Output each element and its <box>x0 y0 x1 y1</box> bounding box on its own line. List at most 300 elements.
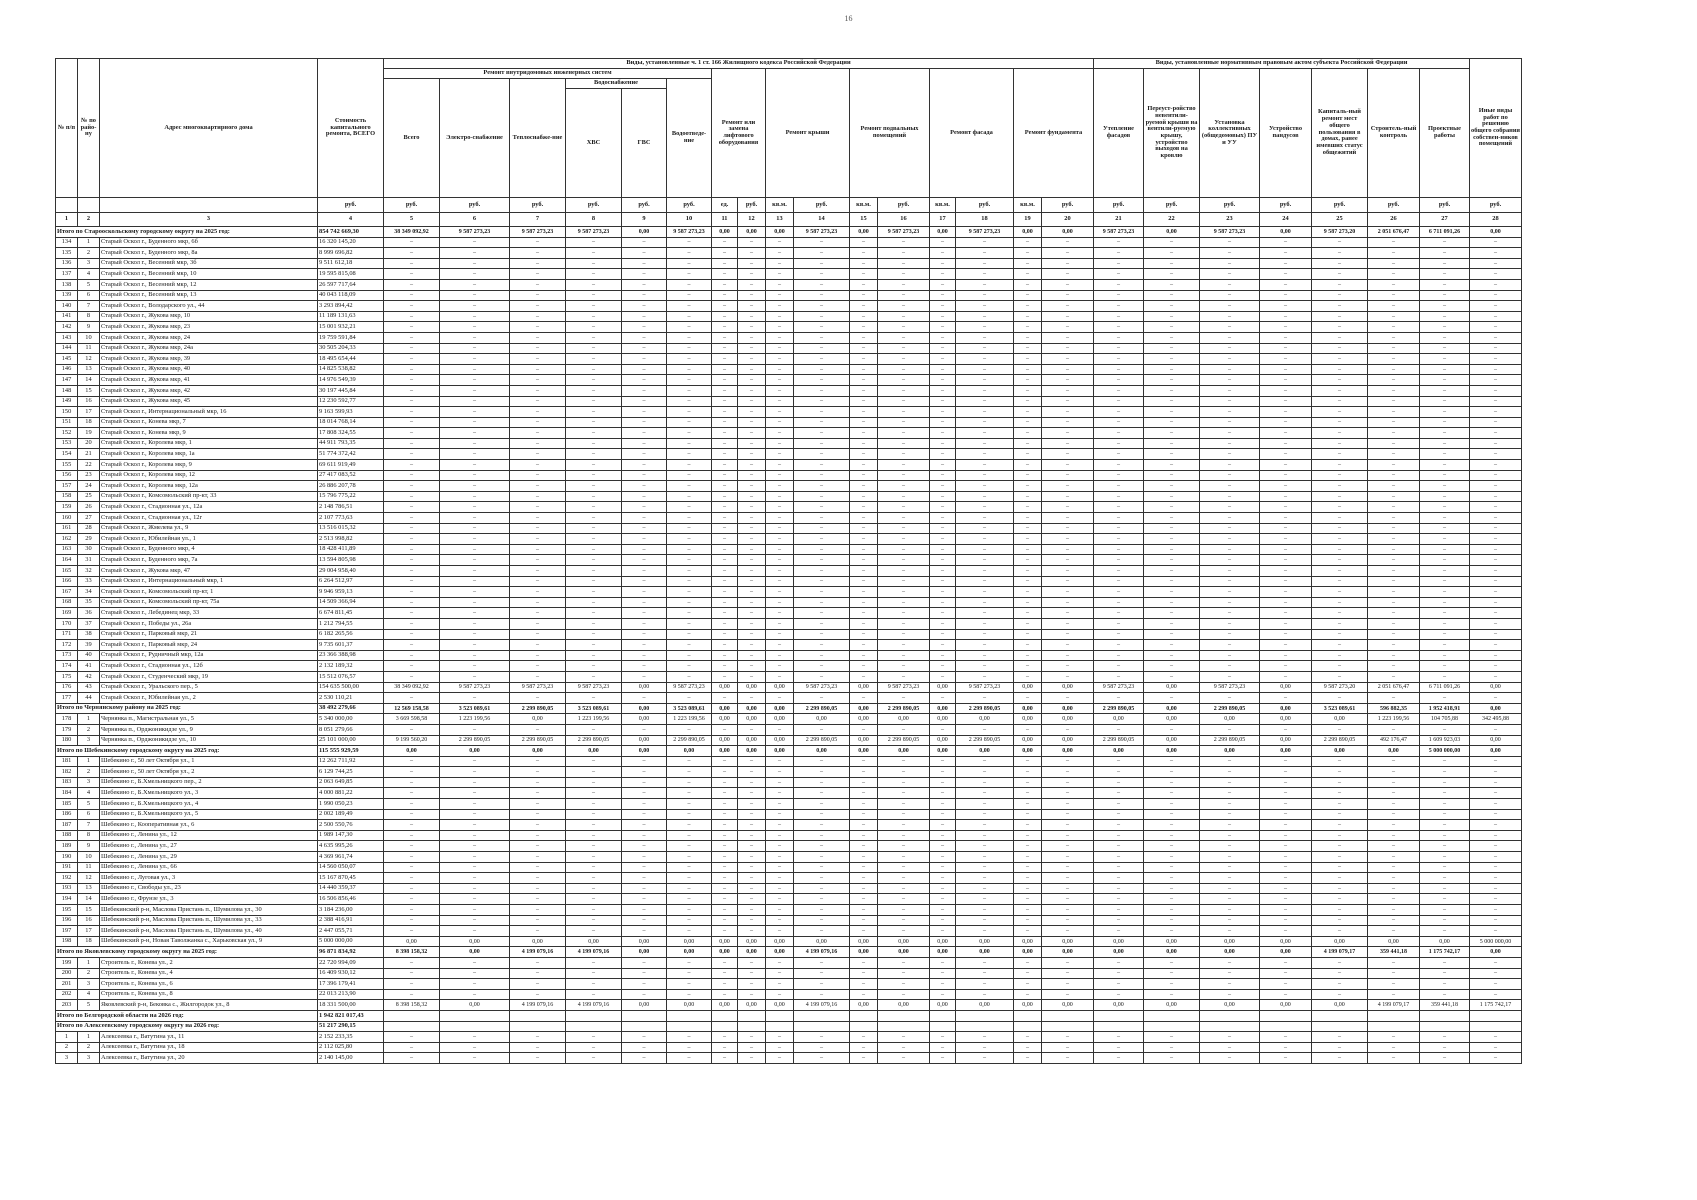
row-dash: – <box>878 979 930 990</box>
row-dash: – <box>1014 841 1042 852</box>
row-dash: – <box>712 417 738 428</box>
row-dash: – <box>1042 544 1094 555</box>
row-cost: 2 107 773,63 <box>318 513 384 524</box>
row-dash: – <box>738 1032 766 1043</box>
row-dash: – <box>712 470 738 481</box>
row-cost: 30 505 204,33 <box>318 343 384 354</box>
row-dash: – <box>1420 269 1470 280</box>
row-dash: – <box>878 322 930 333</box>
row-number: 147 <box>56 375 78 386</box>
row-dash: – <box>440 513 510 524</box>
table-header <box>56 59 1522 227</box>
row-dash: – <box>956 693 1014 704</box>
row-value: 0,00 <box>712 735 738 746</box>
row-dash: – <box>1144 979 1200 990</box>
row-address: Старый Оскол г., Жукова мкр, 41 <box>100 375 318 386</box>
row-dash: – <box>850 534 878 545</box>
row-dash: – <box>1368 375 1420 386</box>
row-dash: – <box>712 799 738 810</box>
row-value: 0,00 <box>766 714 794 725</box>
row-dash: – <box>712 576 738 587</box>
unit-cell: руб. <box>667 198 712 213</box>
row-dash: – <box>667 566 712 577</box>
total-cell: 0,00 <box>384 746 440 757</box>
row-dash: – <box>850 332 878 343</box>
row-dash: – <box>878 417 930 428</box>
total-cell: 115 555 929,59 <box>318 746 384 757</box>
row-dash: – <box>1014 979 1042 990</box>
row-dash: – <box>956 279 1014 290</box>
table-row <box>56 799 1522 810</box>
row-dash: – <box>1094 513 1144 524</box>
row-dash: – <box>1094 597 1144 608</box>
row-dash: – <box>384 756 440 767</box>
row-dash: – <box>622 576 667 587</box>
row-dash: – <box>794 269 850 280</box>
row-address: Старый Оскол г., Комсомольский пр-кт, 1 <box>100 587 318 598</box>
row-dash: – <box>1144 883 1200 894</box>
row-dash: – <box>1470 417 1522 428</box>
row-number: 200 <box>56 968 78 979</box>
row-dash: – <box>878 777 930 788</box>
row-dash: – <box>1200 862 1260 873</box>
row-dash: – <box>1420 566 1470 577</box>
row-dash: – <box>1260 248 1312 259</box>
row-dash: – <box>956 555 1014 566</box>
row-dash: – <box>1420 883 1470 894</box>
row-value: 9 587 273,23 <box>1200 682 1260 693</box>
row-dash: – <box>622 491 667 502</box>
row-address: Алексеевка г., Ватутина ул., 20 <box>100 1053 318 1064</box>
row-dash: – <box>712 883 738 894</box>
row-dash: – <box>794 237 850 248</box>
row-address: Старый Оскол г., Комсомольский пр-кт, 33 <box>100 491 318 502</box>
row-dash: – <box>1312 608 1368 619</box>
row-number: 171 <box>56 629 78 640</box>
row-dash: – <box>667 290 712 301</box>
row-value: 2 299 890,05 <box>1200 735 1260 746</box>
row-dash: – <box>622 566 667 577</box>
row-dash: – <box>1368 809 1420 820</box>
total-cell: 0,00 <box>766 947 794 958</box>
total-cell: 0,00 <box>712 703 738 714</box>
row-dash: – <box>510 650 566 661</box>
column-number: 8 <box>566 213 622 227</box>
total-cell <box>1368 1021 1420 1032</box>
row-dash: – <box>794 470 850 481</box>
row-dash: – <box>1144 608 1200 619</box>
row-dash: – <box>566 417 622 428</box>
row-dash: – <box>384 555 440 566</box>
row-dash: – <box>1144 417 1200 428</box>
total-cell <box>738 1010 766 1021</box>
row-dash: – <box>1014 767 1042 778</box>
row-dash: – <box>1368 523 1420 534</box>
row-dash: – <box>712 438 738 449</box>
row-dash: – <box>1094 343 1144 354</box>
row-dash: – <box>956 513 1014 524</box>
row-dash: – <box>1420 873 1470 884</box>
row-dash: – <box>1144 311 1200 322</box>
row-dash: – <box>667 375 712 386</box>
row-dash: – <box>1014 502 1042 513</box>
row-dash: – <box>1042 883 1094 894</box>
row-dash: – <box>622 989 667 1000</box>
unit-cell: кв.м. <box>766 198 794 213</box>
units-row <box>56 198 1522 213</box>
row-cost: 2 063 649,85 <box>318 777 384 788</box>
row-dash: – <box>1312 809 1368 820</box>
row-dash: – <box>1368 756 1420 767</box>
total-cell <box>738 1021 766 1032</box>
row-number: 166 <box>56 576 78 587</box>
row-dash: – <box>1470 671 1522 682</box>
total-cell: 0,00 <box>1014 227 1042 238</box>
row-dash: – <box>1470 428 1522 439</box>
row-dash: – <box>384 693 440 704</box>
row-dash: – <box>384 322 440 333</box>
row-dash: – <box>667 979 712 990</box>
row-dash: – <box>1200 396 1260 407</box>
row-dash: – <box>1420 767 1470 778</box>
row-dash: – <box>384 809 440 820</box>
row-dash: – <box>510 555 566 566</box>
row-dash: – <box>930 364 956 375</box>
row-dash: – <box>878 301 930 312</box>
row-dash: – <box>1470 883 1522 894</box>
row-dash: – <box>1368 926 1420 937</box>
total-cell <box>1200 1010 1260 1021</box>
total-cell: 3 523 089,61 <box>566 703 622 714</box>
row-dash: – <box>1470 830 1522 841</box>
row-dash: – <box>667 502 712 513</box>
row-address: Шебекино г., 50 лет Октября ул., 2 <box>100 767 318 778</box>
row-dash: – <box>930 269 956 280</box>
table-row <box>56 470 1522 481</box>
table-body <box>56 227 1522 1064</box>
header-no: № п/п <box>56 59 78 198</box>
row-dash: – <box>1368 269 1420 280</box>
row-dash: – <box>566 407 622 418</box>
row-dash: – <box>1368 1053 1420 1064</box>
row-dash: – <box>1042 905 1094 916</box>
row-dash: – <box>1368 618 1420 629</box>
row-dash: – <box>566 396 622 407</box>
row-dash: – <box>712 587 738 598</box>
row-district-number: 2 <box>78 248 100 259</box>
row-number: 187 <box>56 820 78 831</box>
table-row <box>56 989 1522 1000</box>
row-dash: – <box>1260 491 1312 502</box>
row-dash: – <box>667 852 712 863</box>
row-dash: – <box>1470 269 1522 280</box>
header-ramps: Устройство пандусов <box>1260 69 1312 198</box>
row-number: 186 <box>56 809 78 820</box>
header-facade: Ремонт фасада <box>930 69 1014 198</box>
row-dash: – <box>712 1053 738 1064</box>
row-dash: – <box>1042 587 1094 598</box>
table-row <box>56 279 1522 290</box>
row-dash: – <box>930 513 956 524</box>
row-dash: – <box>1312 385 1368 396</box>
table-row <box>56 460 1522 471</box>
row-dash: – <box>1094 438 1144 449</box>
row-dash: – <box>510 470 566 481</box>
total-cell: 4 199 079,16 <box>510 947 566 958</box>
row-dash: – <box>566 311 622 322</box>
row-dash: – <box>850 608 878 619</box>
table-row <box>56 322 1522 333</box>
row-dash: – <box>1200 364 1260 375</box>
row-dash: – <box>794 799 850 810</box>
row-dash: – <box>878 385 930 396</box>
row-value: 0,00 <box>1094 936 1144 947</box>
row-district-number: 14 <box>78 894 100 905</box>
row-dash: – <box>384 830 440 841</box>
row-district-number: 3 <box>78 1053 100 1064</box>
row-dash: – <box>622 777 667 788</box>
row-dash: – <box>440 481 510 492</box>
row-cost: 22 013 213,90 <box>318 989 384 1000</box>
row-dash: – <box>667 905 712 916</box>
row-dash: – <box>738 491 766 502</box>
row-value: 0,00 <box>1144 1000 1200 1011</box>
row-dash: – <box>1470 258 1522 269</box>
row-dash: – <box>956 311 1014 322</box>
row-value: 0,00 <box>738 936 766 947</box>
row-dash: – <box>850 438 878 449</box>
row-dash: – <box>1420 460 1470 471</box>
row-dash: – <box>794 290 850 301</box>
row-dash: – <box>1312 279 1368 290</box>
row-dash: – <box>766 491 794 502</box>
row-dash: – <box>1260 438 1312 449</box>
row-dash: – <box>956 544 1014 555</box>
row-dash: – <box>766 894 794 905</box>
unit-cell: руб. <box>878 198 930 213</box>
row-dash: – <box>850 407 878 418</box>
total-cell <box>1042 1021 1094 1032</box>
row-dash: – <box>1042 820 1094 831</box>
row-dash: – <box>510 566 566 577</box>
row-dash: – <box>712 343 738 354</box>
row-dash: – <box>384 407 440 418</box>
row-dash: – <box>956 788 1014 799</box>
row-dash: – <box>622 650 667 661</box>
total-cell <box>794 1021 850 1032</box>
row-dash: – <box>1014 301 1042 312</box>
row-dash: – <box>1420 523 1470 534</box>
row-dash: – <box>794 460 850 471</box>
row-dash: – <box>738 332 766 343</box>
row-dash: – <box>794 258 850 269</box>
row-dash: – <box>622 523 667 534</box>
row-dash: – <box>1042 1053 1094 1064</box>
row-number: 201 <box>56 979 78 990</box>
row-dash: – <box>878 544 930 555</box>
row-dash: – <box>510 438 566 449</box>
row-value: 0,00 <box>1144 936 1200 947</box>
row-dash: – <box>1368 301 1420 312</box>
row-dash: – <box>956 671 1014 682</box>
row-district-number: 12 <box>78 873 100 884</box>
row-dash: – <box>930 301 956 312</box>
row-dash: – <box>384 957 440 968</box>
row-dash: – <box>766 756 794 767</box>
total-cell <box>794 1010 850 1021</box>
row-dash: – <box>1260 693 1312 704</box>
row-dash: – <box>667 873 712 884</box>
row-dash: – <box>510 322 566 333</box>
unit-cell: руб. <box>1312 198 1368 213</box>
row-dash: – <box>1312 428 1368 439</box>
total-cell: 5 000 000,00 <box>1420 746 1470 757</box>
row-dash: – <box>384 248 440 259</box>
row-dash: – <box>1420 1042 1470 1053</box>
row-dash: – <box>1368 979 1420 990</box>
row-dash: – <box>1420 248 1470 259</box>
row-dash: – <box>1094 428 1144 439</box>
row-dash: – <box>384 385 440 396</box>
table-row <box>56 438 1522 449</box>
row-dash: – <box>510 343 566 354</box>
row-number: 2 <box>56 1042 78 1053</box>
row-dash: – <box>1144 460 1200 471</box>
row-dash: – <box>738 650 766 661</box>
row-dash: – <box>712 841 738 852</box>
row-dash: – <box>667 608 712 619</box>
row-dash: – <box>1014 756 1042 767</box>
column-number: 9 <box>622 213 667 227</box>
row-dash: – <box>1042 290 1094 301</box>
row-dash: – <box>956 852 1014 863</box>
row-dash: – <box>1470 237 1522 248</box>
row-dash: – <box>1312 491 1368 502</box>
row-address: Старый Оскол г., Интернациональный мкр, 16 <box>100 407 318 418</box>
row-dash: – <box>1094 608 1144 619</box>
row-dash: – <box>1042 618 1094 629</box>
row-dash: – <box>766 809 794 820</box>
row-dash: – <box>1042 777 1094 788</box>
row-dash: – <box>1312 894 1368 905</box>
header-heat: Теплоснабже-ние <box>510 79 566 198</box>
row-dash: – <box>766 438 794 449</box>
row-dash: – <box>1200 957 1260 968</box>
row-number: 173 <box>56 650 78 661</box>
total-cell <box>1260 1010 1312 1021</box>
total-cell <box>766 1021 794 1032</box>
row-address: Старый Оскол г., Буденного мкр, 7а <box>100 555 318 566</box>
row-cost: 15 512 076,57 <box>318 671 384 682</box>
row-cost: 154 635 500,00 <box>318 682 384 693</box>
row-dash: – <box>738 1042 766 1053</box>
row-dash: – <box>1420 428 1470 439</box>
row-dash: – <box>878 968 930 979</box>
row-dash: – <box>1200 640 1260 651</box>
row-value: 0,00 <box>1312 936 1368 947</box>
table-row <box>56 629 1522 640</box>
row-dash: – <box>878 502 930 513</box>
row-dash: – <box>1144 237 1200 248</box>
row-dash: – <box>1368 576 1420 587</box>
row-dash: – <box>667 354 712 365</box>
total-cell <box>712 1021 738 1032</box>
row-dash: – <box>667 894 712 905</box>
total-cell: 4 199 079,16 <box>794 947 850 958</box>
row-address: Старый Оскол г., Жукова мкр, 40 <box>100 364 318 375</box>
row-dash: – <box>1368 883 1420 894</box>
row-dash: – <box>667 841 712 852</box>
row-dash: – <box>956 322 1014 333</box>
row-dash: – <box>384 237 440 248</box>
row-dash: – <box>1144 926 1200 937</box>
row-number: 193 <box>56 883 78 894</box>
row-dash: – <box>622 481 667 492</box>
row-dash: – <box>667 640 712 651</box>
row-dash: – <box>878 650 930 661</box>
row-dash: – <box>510 830 566 841</box>
row-dash: – <box>956 608 1014 619</box>
row-dash: – <box>440 820 510 831</box>
row-dash: – <box>878 1042 930 1053</box>
row-dash: – <box>1368 915 1420 926</box>
row-dash: – <box>930 1053 956 1064</box>
row-dash: – <box>738 364 766 375</box>
row-dash: – <box>712 428 738 439</box>
row-dash: – <box>667 555 712 566</box>
row-dash: – <box>622 852 667 863</box>
row-dash: – <box>1470 873 1522 884</box>
total-cell: 854 742 669,30 <box>318 227 384 238</box>
row-dash: – <box>1014 830 1042 841</box>
row-dash: – <box>384 491 440 502</box>
row-number: 146 <box>56 364 78 375</box>
row-dash: – <box>738 375 766 386</box>
row-dash: – <box>1470 777 1522 788</box>
row-dash: – <box>738 1053 766 1064</box>
row-dash: – <box>1094 269 1144 280</box>
row-dash: – <box>1470 1053 1522 1064</box>
row-dash: – <box>1260 396 1312 407</box>
row-dash: – <box>766 544 794 555</box>
row-dash: – <box>1368 852 1420 863</box>
row-dash: – <box>667 862 712 873</box>
row-dash: – <box>384 343 440 354</box>
row-dash: – <box>930 629 956 640</box>
row-dash: – <box>667 237 712 248</box>
row-dash: – <box>1014 640 1042 651</box>
total-cell: 0,00 <box>766 227 794 238</box>
row-dash: – <box>956 407 1014 418</box>
row-dash: – <box>956 979 1014 990</box>
table-row <box>56 1042 1522 1053</box>
row-dash: – <box>1470 693 1522 704</box>
row-cost: 14 825 538,82 <box>318 364 384 375</box>
row-dash: – <box>1368 449 1420 460</box>
total-cell: 9 587 273,23 <box>1200 227 1260 238</box>
row-dash: – <box>667 671 712 682</box>
row-dash: – <box>566 258 622 269</box>
row-district-number: 23 <box>78 470 100 481</box>
row-dash: – <box>712 258 738 269</box>
row-dash: – <box>1144 301 1200 312</box>
row-dash: – <box>1260 597 1312 608</box>
row-dash: – <box>1312 534 1368 545</box>
row-dash: – <box>878 428 930 439</box>
row-dash: – <box>667 576 712 587</box>
row-dash: – <box>1094 481 1144 492</box>
row-dash: – <box>1014 799 1042 810</box>
